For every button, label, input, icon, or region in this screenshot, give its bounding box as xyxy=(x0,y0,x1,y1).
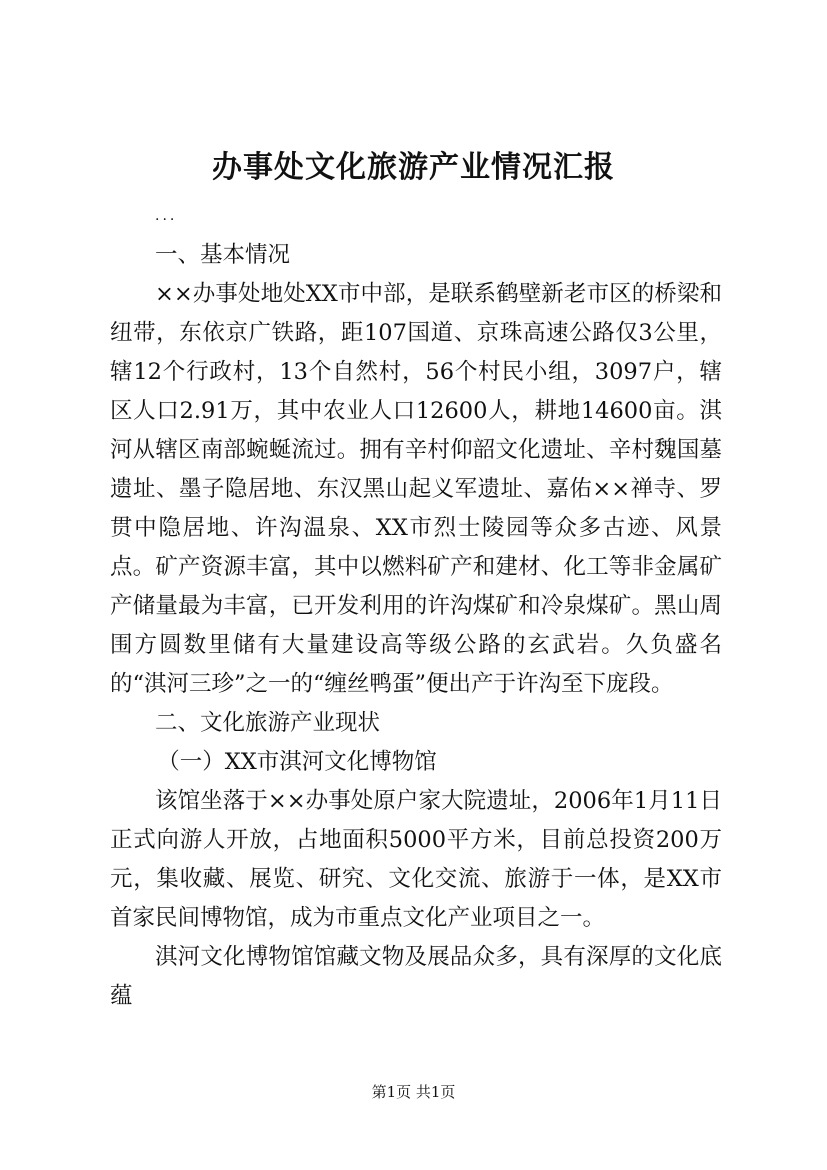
page-footer: 第1页 共1页 xyxy=(371,1083,456,1101)
section-heading: 二、文化旅游产业现状 xyxy=(155,710,381,736)
ellipsis-marker: ... xyxy=(155,208,178,224)
body-paragraph: ××办事处地处XX市中部，是联系鹤壁新老市区的桥梁和纽带，东依京广铁路，距107国道、京珠高速公路仅3公里，辖12个行政村，13个自然村，56个村民小组，3097户，辖区人口2.91万，其中农业人口12600人，耕地14600亩。淇河从辖区南部蜿蜒流过。拥有辛村仰韶文化遗址、辛村魏国墓遗址、墨子隐居地、东汉黑山起义军遗址、嘉佑××禅寺、罗贯中隐居地、许沟温泉、XX市烈士陵园等众多古迹、风景点。矿产资源丰富，其中以燃料矿产和建材、化工等非金属矿产储量最为丰富，已开发利用的许沟煤矿和冷泉煤矿。黑山周围方圆数里储有大量建设高等级公路的玄武岩。久负盛名的“淇河三珍”之一的“缠丝鸭蛋”便出产于许沟至下庞段。 xyxy=(110,281,722,697)
body-paragraph: 淇河文化博物馆馆藏文物及展品众多，具有深厚的文化底蕴 xyxy=(110,944,722,1009)
document-title: 办事处文化旅游产业情况汇报 xyxy=(212,150,615,185)
body-paragraph: 该馆坐落于××办事处原户家大院遗址，2006年1月11日正式向游人开放，占地面积5000平方米，目前总投资200万元，集收藏、展览、研究、文化交流、旅游于一体，是XX市首家民间博物馆，成为市重点文化产业项目之一。 xyxy=(110,788,722,931)
document-body xyxy=(110,236,722,1016)
section-heading: 一、基本情况 xyxy=(155,242,291,268)
subsection-heading: （一）XX市淇河文化博物馆 xyxy=(157,749,437,775)
